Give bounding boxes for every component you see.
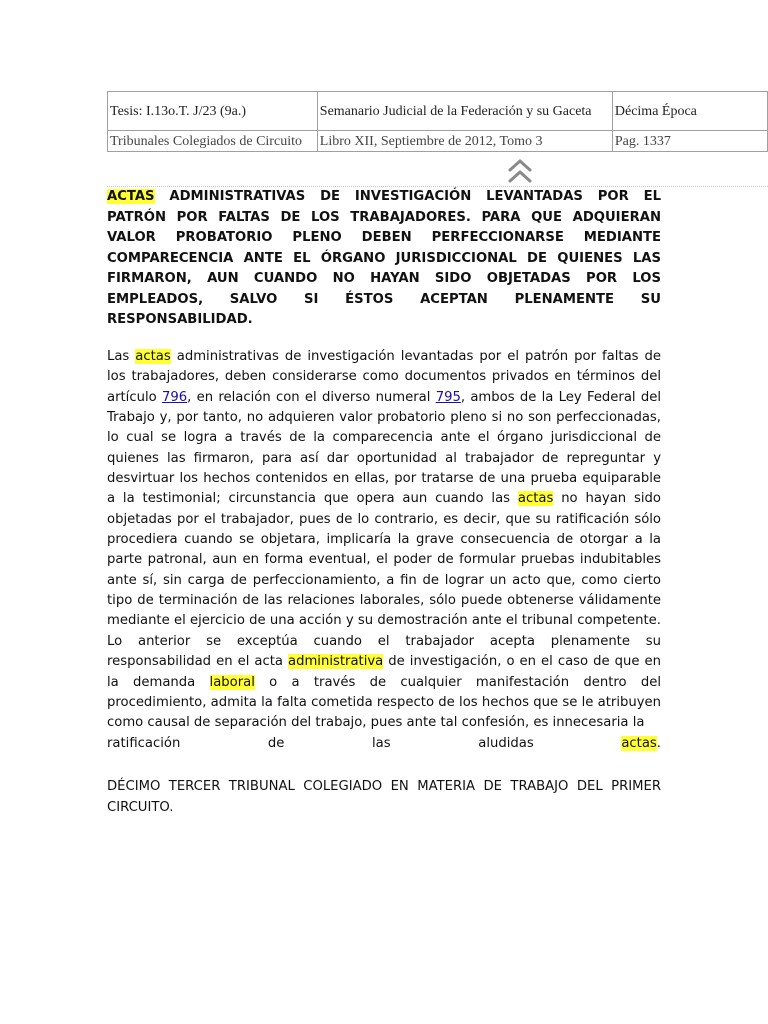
page-number: Pag. 1337	[612, 131, 767, 152]
thesis-title	[107, 187, 661, 331]
court-type: Tribunales Colegiados de Circuito	[108, 131, 318, 152]
body-text-segment: , en relación con el diverso numeral	[187, 389, 436, 405]
tesis-number: Tesis: I.13o.T. J/23 (9a.)	[108, 92, 318, 131]
body-text-segment: .	[656, 735, 661, 751]
highlighted-term: actas	[135, 349, 171, 364]
metadata-row-1	[108, 92, 768, 131]
issuing-court: DÉCIMO TERCER TRIBUNAL COLEGIADO EN MATERIA DE TRABAJO DEL PRIMER CIRCUITO.	[107, 779, 661, 815]
double-chevron-up-icon[interactable]	[508, 157, 532, 185]
body-text-segment: Las	[107, 349, 136, 364]
publication-name: Semanario Judicial de la Federación y su Gaceta	[317, 92, 612, 131]
article-795-link[interactable]: 795	[435, 389, 461, 405]
volume-info: Libro XII, Septiembre de 2012, Tomo 3	[317, 131, 612, 152]
body-text-segment: no hayan sido objetadas por el trabajador, pues de lo contrario, es decir, que su ratificación sólo procediera cuando se objetara, implicaría la grave consecuencia de otorgar a la parte patronal, aun en forma eventual, el poder de formular pruebas indubitables ante sí, sin carga de perfeccionamiento, a fin de lograr un acto que, como cierto tipo de terminación de las relaciones laborales, sólo puede obtenerse válidamente mediante el ejercicio de una acción y su demostración ante el tribunal competente. Lo anterior se exceptúa cuando el trabajador acepta plenamente su responsabilidad en el acta	[107, 491, 661, 670]
article-796-link[interactable]: 796	[161, 389, 188, 405]
epoch: Décima Época	[612, 92, 767, 131]
body-text-segment: ratificación de las aludidas	[107, 735, 622, 751]
metadata-row-2	[108, 131, 768, 152]
body-text-segment: o a través de cualquier manifestación dentro del procedimiento, admita la falta cometida respecto de los hechos que se le atribuyen como causal de separación del trabajo, pues ante tal confesión, es innecesaria la	[107, 674, 661, 731]
body-text-segment: , ambos de la Ley Federal del Trabajo y, por tanto, no adquieren valor probatorio pleno si no son perfeccionadas, lo cual se logra a través de la comparecencia ante el órgano jurisdiccional de quienes las firmaron, para así dar oportunidad al trabajador de repreguntar y desvirtuar los hechos contenidos en ellas, por tratarse de una prueba equiparable a la testimonial; circunstancia que opera aun cuando las	[107, 389, 662, 507]
body-last-line	[107, 734, 661, 754]
body-text-segment: administrativas de investigación levantadas por el patrón por faltas de los trabajadores, deben considerarse como documentos privados en términos del artículo	[107, 349, 661, 405]
title-text: ADMINISTRATIVAS DE INVESTIGACIÓN LEVANTADAS POR EL PATRÓN POR FALTAS DE LOS TRABAJADORES. PARA QUE ADQUIERAN VALOR PROBATORIO PLENO DEBEN PERFECCIONARSE MEDIANTE COMPARECENCIA ANTE EL ÓRGANO JURISDICCIONAL DE QUIENES LAS FIRMARON, AUN CUANDO NO HAYAN SIDO OBJETADAS POR LOS EMPLEADOS, SALVO SI ÉSTOS ACEPTAN PLENAMENTE SU RESPONSABILIDAD.	[107, 189, 661, 327]
highlighted-term: administrativa	[288, 654, 384, 670]
title-highlight: ACTAS	[107, 189, 155, 204]
highlighted-term: actas	[517, 491, 554, 507]
body-text-segment: de investigación, o en el caso de que en la demanda	[107, 654, 661, 690]
thesis-metadata-table	[107, 91, 768, 152]
highlighted-term: actas	[621, 735, 657, 751]
highlighted-term: laboral	[209, 674, 255, 690]
thesis-body	[107, 347, 661, 754]
